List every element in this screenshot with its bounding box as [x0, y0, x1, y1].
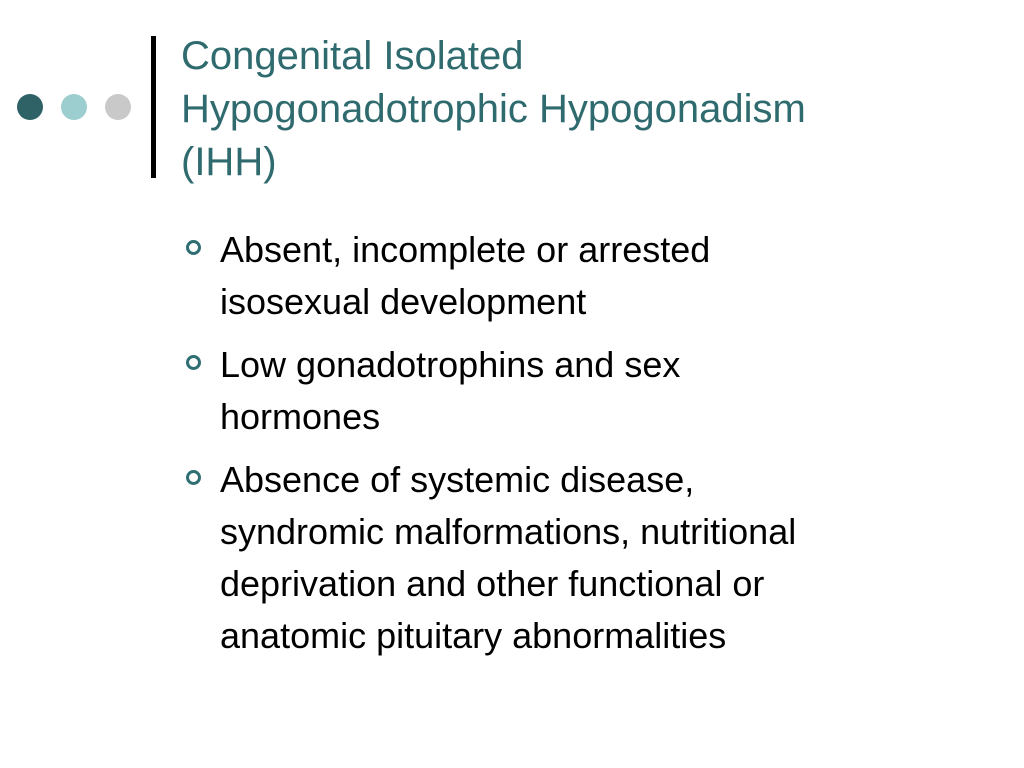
bullet-item-3	[184, 454, 1004, 662]
gray-dot-icon	[105, 94, 131, 120]
bullet-3-line-1: Absence of systemic disease,	[220, 459, 695, 500]
bullet-1-line-2: isosexual development	[220, 281, 587, 322]
hollow-circle-bullet-icon	[186, 470, 201, 485]
slide-title-line-2: Hypogonadotrophic Hypogonadism	[181, 87, 806, 131]
bullet-3-line-3: deprivation and other functional or	[220, 563, 765, 604]
slide-title	[181, 30, 1001, 189]
slide-title-line-3: (IHH)	[181, 140, 277, 184]
dark-teal-dot-icon	[17, 94, 43, 120]
bullet-1-line-1: Absent, incomplete or arrested	[220, 229, 711, 270]
slide-title-line-1: Congenital Isolated	[181, 34, 524, 78]
bullet-2-line-2: hormones	[220, 396, 381, 437]
bullet-list	[184, 224, 1004, 673]
bullet-item-2	[184, 339, 1004, 443]
title-divider	[151, 36, 156, 178]
bullet-item-1	[184, 224, 1004, 328]
bullet-2-line-1: Low gonadotrophins and sex	[220, 344, 681, 385]
bullet-3-line-4: anatomic pituitary abnormalities	[220, 615, 727, 656]
light-teal-dot-icon	[61, 94, 87, 120]
hollow-circle-bullet-icon	[186, 240, 201, 255]
hollow-circle-bullet-icon	[186, 355, 201, 370]
bullet-3-line-2: syndromic malformations, nutritional	[220, 511, 797, 552]
